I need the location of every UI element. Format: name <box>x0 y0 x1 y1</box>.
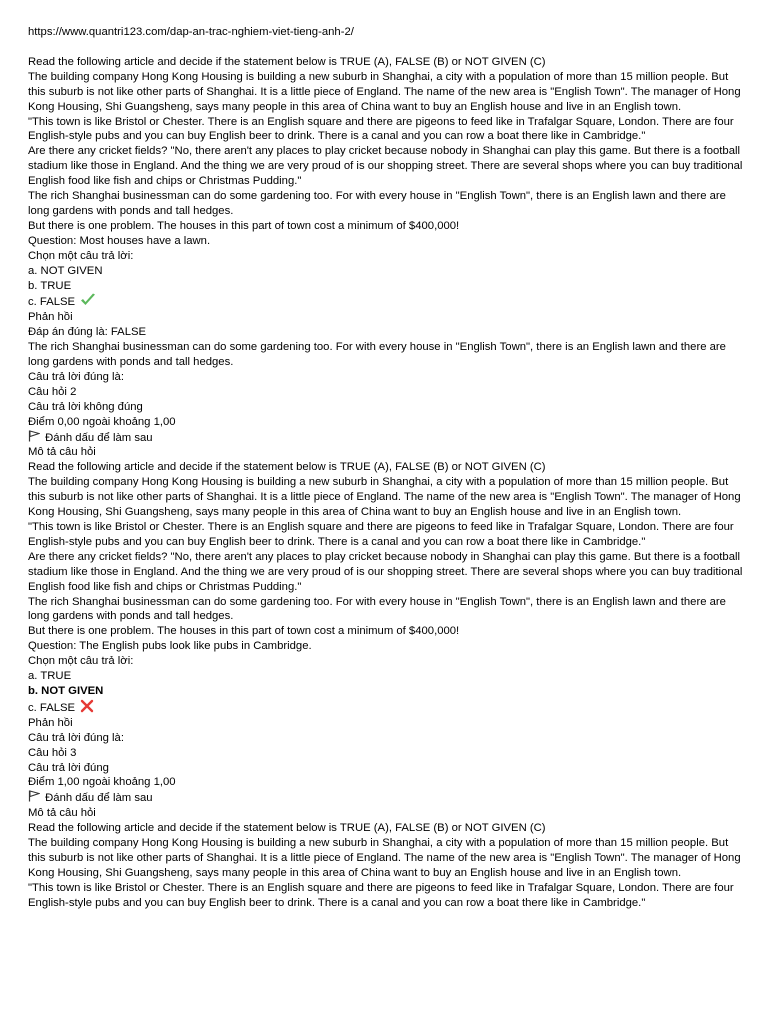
question-1 <box>28 55 744 385</box>
q1-choose-label: Chọn một câu trả lời: <box>28 249 134 262</box>
q1-article-para-2: "This town is like Bristol or Chester. There is an English square and there are pigeons to feed like in Trafalgar Square, London. There are four English-style pubs and you can buy English beer to drink. There is a canal and you can row a boat there like in Cambridge." <box>28 115 734 143</box>
q1-option-a[interactable]: a. NOT GIVEN <box>28 264 103 277</box>
q3-article-para-2: "This town is like Bristol or Chester. There is an English square and there are pigeons to feed like in Trafalgar Square, London. There are four English-style pubs and you can buy English beer to drink. There is a canal and you can row a boat there like in Cambridge." <box>28 881 734 909</box>
q3-flag-row[interactable] <box>28 790 744 806</box>
q2-article-para-2: "This town is like Bristol or Chester. There is an English square and there are pigeons to feed like in Trafalgar Square, London. There are four English-style pubs and you can buy English beer to drink. There is a canal and you can row a boat there like in Cambridge." <box>28 521 734 548</box>
q2-option-b[interactable]: b. NOT GIVEN <box>28 684 104 697</box>
q3-score: Điểm 1,00 ngoài khoảng 1,00 <box>28 776 176 789</box>
q1-correct-label: Câu trả lời đúng là: <box>28 370 124 383</box>
q1-instruction: Read the following article and decide if the statement below is TRUE (A), FALSE (B) or NOT GIVEN (C) <box>28 55 546 68</box>
q1-question: Question: Most houses have a lawn. <box>28 234 211 247</box>
q1-article-para-4: The rich Shanghai businessman can do some gardening too. For with every house in "English Town", there is an English lawn and there are long gardens with ponds and tall hedges. <box>28 190 726 217</box>
q2-option-c-row[interactable] <box>28 699 744 716</box>
q1-correct-answer: Đáp án đúng là: FALSE <box>28 326 147 339</box>
q2-instruction: Read the following article and decide if the statement below is TRUE (A), FALSE (B) or NOT GIVEN (C) <box>28 461 546 474</box>
q1-option-c-row[interactable] <box>28 293 744 310</box>
q1-article-para-5: But there is one problem. The houses in this part of town cost a minimum of $400,000! <box>28 219 460 232</box>
q2-flag-label: Đánh dấu để làm sau <box>45 431 153 444</box>
q1-article-para-1: The building company Hong Kong Housing is building a new suburb in Shanghai, a city with a population of more than 15 million people. But this suburb is not like other parts of Shanghai. It is a little piece of England. The name of the new area is "English Town". The manager of Hong Kong Housing, Shi Guangsheng, says many people in this area of China want to buy an English house and live in an English town. <box>28 70 741 113</box>
q2-title: Câu hỏi 2 <box>28 385 77 398</box>
q3-title: Câu hỏi 3 <box>28 746 77 759</box>
q1-option-b[interactable]: b. TRUE <box>28 279 72 292</box>
q1-option-c: c. FALSE <box>28 296 76 309</box>
source-url: https://www.quantri123.com/dap-an-trac-nghiem-viet-tieng-anh-2/ <box>28 26 354 38</box>
q2-article-para-3: Are there any cricket fields? "No, there aren't any places to play cricket because nobody in Shanghai can play this game. But there is a football stadium like those in England. And the thing we are very proud of is our shopping street. There are several shops where you can buy traditional English food like fish and chips or Christmas Pudding." <box>28 550 743 593</box>
q2-article-para-1: The building company Hong Kong Housing is building a new suburb in Shanghai, a city with a population of more than 15 million people. But this suburb is not like other parts of Shanghai. It is a little piece of England. The name of the new area is "English Town". The manager of Hong Kong Housing, Shi Guangsheng, says many people in this area of China want to buy an English house and live in an English town. <box>28 476 741 519</box>
question-2 <box>28 385 744 746</box>
q2-option-c: c. FALSE <box>28 701 76 714</box>
q2-desc-label: Mô tả câu hỏi <box>28 446 96 459</box>
q2-status: Câu trả lời không đúng <box>28 400 143 413</box>
flag-icon <box>28 790 40 802</box>
q1-article-para-3: Are there any cricket fields? "No, there aren't any places to play cricket because nobody in Shanghai can play this game. But there is a football stadium like those in England. And the thing we are very proud of is our shopping street. There are several shops where you can buy traditional English food like fish and chips or Christmas Pudding." <box>28 145 743 188</box>
q2-article-para-5: But there is one problem. The houses in this part of town cost a minimum of $400,000! <box>28 625 460 638</box>
q3-article-para-1: The building company Hong Kong Housing is building a new suburb in Shanghai, a city with a population of more than 15 million people. But this suburb is not like other parts of Shanghai. It is a little piece of England. The name of the new area is "English Town". The manager of Hong Kong Housing, Shi Guangsheng, says many people in this area of China want to buy an English house and live in an English town. <box>28 837 741 879</box>
q2-score: Điểm 0,00 ngoài khoảng 1,00 <box>28 415 176 428</box>
q3-instruction: Read the following article and decide if the statement below is TRUE (A), FALSE (B) or NOT GIVEN (C) <box>28 822 546 835</box>
q2-article-para-4: The rich Shanghai businessman can do some gardening too. For with every house in "English Town", there is an English lawn and there are long gardens with ponds and tall hedges. <box>28 595 726 623</box>
q3-status: Câu trả lời đúng <box>28 761 109 774</box>
q2-flag-row[interactable] <box>28 430 744 446</box>
q3-flag-label: Đánh dấu để làm sau <box>45 792 153 805</box>
flag-icon <box>28 430 40 442</box>
q2-question: Question: The English pubs look like pubs in Cambridge. <box>28 640 312 653</box>
q2-option-a[interactable]: a. TRUE <box>28 670 72 683</box>
question-3 <box>28 746 744 911</box>
q2-correct-label: Câu trả lời đúng là: <box>28 731 124 744</box>
q2-choose-label: Chọn một câu trả lời: <box>28 655 134 668</box>
q3-desc-label: Mô tả câu hỏi <box>28 807 96 820</box>
check-icon <box>80 293 96 307</box>
q1-feedback-label: Phản hồi <box>28 311 73 324</box>
q2-feedback-label: Phản hồi <box>28 716 73 729</box>
cross-icon <box>80 699 94 713</box>
q1-explanation: The rich Shanghai businessman can do some gardening too. For with every house in "English Town", there is an English lawn and there are long gardens with ponds and tall hedges. <box>28 341 726 369</box>
